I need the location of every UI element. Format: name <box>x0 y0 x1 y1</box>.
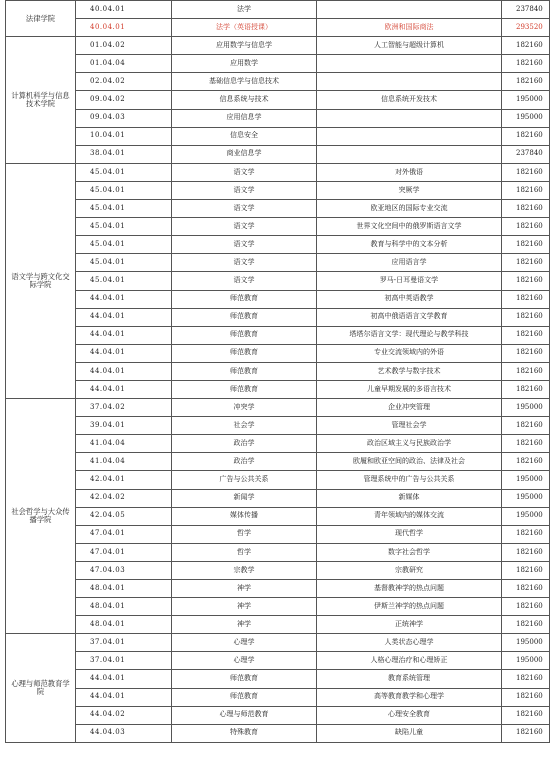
code-cell: 48.04.01 <box>76 616 172 634</box>
table-row <box>6 399 550 417</box>
price-cell: 195000 <box>502 109 550 127</box>
code-cell: 39.04.01 <box>76 417 172 435</box>
code-cell: 44.04.01 <box>76 308 172 326</box>
code-cell: 38.04.01 <box>76 145 172 163</box>
track-cell: 应用语言学 <box>317 254 502 272</box>
price-cell: 182160 <box>502 561 550 579</box>
track-cell: 管理社会学 <box>317 417 502 435</box>
program-cell: 社会学 <box>172 417 317 435</box>
price-cell: 182160 <box>502 670 550 688</box>
price-cell: 182160 <box>502 55 550 73</box>
price-cell: 182160 <box>502 543 550 561</box>
code-cell: 48.04.01 <box>76 598 172 616</box>
program-cell: 心理学 <box>172 652 317 670</box>
track-cell: 高等教育教学和心理学 <box>317 688 502 706</box>
price-cell: 182160 <box>502 163 550 181</box>
track-cell: 欧亚地区的国际专业交流 <box>317 200 502 218</box>
table-row <box>6 37 550 55</box>
faculty-cell: 计算机科学与信息技术学院 <box>6 37 76 164</box>
track-cell: 缺陷儿童 <box>317 724 502 742</box>
price-cell: 182160 <box>502 127 550 145</box>
track-cell <box>317 109 502 127</box>
track-cell <box>317 145 502 163</box>
code-cell: 01.04.04 <box>76 55 172 73</box>
track-cell: 教育与科学中的文本分析 <box>317 236 502 254</box>
code-cell: 45.04.01 <box>76 163 172 181</box>
track-cell: 宗教研究 <box>317 561 502 579</box>
program-cell: 心理与师范教育 <box>172 706 317 724</box>
price-cell: 182160 <box>502 688 550 706</box>
price-cell: 195000 <box>502 652 550 670</box>
price-cell: 182160 <box>502 525 550 543</box>
price-cell: 182160 <box>502 453 550 471</box>
code-cell: 37.04.01 <box>76 634 172 652</box>
price-cell: 237840 <box>502 1 550 19</box>
program-cell: 哲学 <box>172 543 317 561</box>
program-cell: 师范教育 <box>172 326 317 344</box>
price-cell: 293520 <box>502 19 550 37</box>
program-cell: 师范教育 <box>172 344 317 362</box>
code-cell: 44.04.01 <box>76 362 172 380</box>
program-cell: 师范教育 <box>172 290 317 308</box>
price-cell: 237840 <box>502 145 550 163</box>
table-row <box>6 580 550 598</box>
track-cell: 新媒体 <box>317 489 502 507</box>
track-cell: 塔塔尔语言文学：现代理论与教学科技 <box>317 326 502 344</box>
table-row <box>6 652 550 670</box>
track-cell: 青年领域内的媒体交流 <box>317 507 502 525</box>
table-row <box>6 308 550 326</box>
program-cell: 师范教育 <box>172 688 317 706</box>
program-cell: 宗教学 <box>172 561 317 579</box>
program-cell: 新闻学 <box>172 489 317 507</box>
code-cell: 44.04.03 <box>76 724 172 742</box>
price-cell: 182160 <box>502 181 550 199</box>
code-cell: 40.04.01 <box>76 19 172 37</box>
code-cell: 37.04.02 <box>76 399 172 417</box>
program-cell: 应用数学与信息学 <box>172 37 317 55</box>
track-cell <box>317 73 502 91</box>
faculty-cell: 法律学院 <box>6 1 76 37</box>
track-cell <box>317 127 502 145</box>
table-row <box>6 471 550 489</box>
program-cell: 语文学 <box>172 163 317 181</box>
table-row <box>6 598 550 616</box>
price-cell: 182160 <box>502 724 550 742</box>
track-cell: 世界文化空间中的俄罗斯语言文学 <box>317 218 502 236</box>
table-row <box>6 670 550 688</box>
price-cell: 195000 <box>502 399 550 417</box>
price-cell: 182160 <box>502 73 550 91</box>
track-cell: 基督教神学的热点问题 <box>317 580 502 598</box>
code-cell: 47.04.01 <box>76 525 172 543</box>
program-cell: 应用数学 <box>172 55 317 73</box>
track-cell: 初高中英语教学 <box>317 290 502 308</box>
price-cell: 195000 <box>502 471 550 489</box>
program-cell: 冲突学 <box>172 399 317 417</box>
program-cell: 基础信息学与信息技术 <box>172 73 317 91</box>
table-row <box>6 344 550 362</box>
program-cell: 语文学 <box>172 272 317 290</box>
price-cell: 182160 <box>502 200 550 218</box>
price-cell: 195000 <box>502 489 550 507</box>
table-row <box>6 163 550 181</box>
table-row <box>6 489 550 507</box>
price-cell: 182160 <box>502 308 550 326</box>
program-cell: 语文学 <box>172 200 317 218</box>
track-cell <box>317 55 502 73</box>
table-row <box>6 362 550 380</box>
table-row <box>6 326 550 344</box>
track-cell: 人格心理治疗和心理矫正 <box>317 652 502 670</box>
table-row <box>6 218 550 236</box>
code-cell: 48.04.01 <box>76 580 172 598</box>
table-row <box>6 525 550 543</box>
table-row <box>6 435 550 453</box>
track-cell: 企业冲突管理 <box>317 399 502 417</box>
faculty-cell: 社会哲学与大众传播学院 <box>6 399 76 634</box>
track-cell: 艺术教学与数字技术 <box>317 362 502 380</box>
track-cell: 突厥学 <box>317 181 502 199</box>
code-cell: 41.04.04 <box>76 435 172 453</box>
code-cell: 44.04.01 <box>76 344 172 362</box>
program-cell: 师范教育 <box>172 308 317 326</box>
table-row <box>6 453 550 471</box>
track-cell: 信息系统开发技术 <box>317 91 502 109</box>
track-cell: 人工智能与超级计算机 <box>317 37 502 55</box>
program-cell: 心理学 <box>172 634 317 652</box>
track-cell: 罗马-日耳曼语文学 <box>317 272 502 290</box>
code-cell: 47.04.01 <box>76 543 172 561</box>
program-cell: 法学 <box>172 1 317 19</box>
faculty-cell: 语文学与跨文化交际学院 <box>6 163 76 398</box>
tuition-table <box>5 0 550 743</box>
table-row <box>6 543 550 561</box>
table-row <box>6 55 550 73</box>
code-cell: 42.04.02 <box>76 489 172 507</box>
code-cell: 01.04.02 <box>76 37 172 55</box>
code-cell: 09.04.02 <box>76 91 172 109</box>
code-cell: 44.04.01 <box>76 670 172 688</box>
table-row <box>6 724 550 742</box>
table-row <box>6 109 550 127</box>
track-cell: 数字社会哲学 <box>317 543 502 561</box>
track-cell: 教育系统管理 <box>317 670 502 688</box>
code-cell: 45.04.01 <box>76 181 172 199</box>
code-cell: 44.04.01 <box>76 290 172 308</box>
price-cell: 182160 <box>502 326 550 344</box>
price-cell: 182160 <box>502 380 550 398</box>
program-cell: 语文学 <box>172 254 317 272</box>
table-row <box>6 634 550 652</box>
program-cell: 媒体传播 <box>172 507 317 525</box>
track-cell: 人类状态心理学 <box>317 634 502 652</box>
code-cell: 42.04.05 <box>76 507 172 525</box>
price-cell: 195000 <box>502 634 550 652</box>
code-cell: 10.04.01 <box>76 127 172 145</box>
code-cell: 41.04.04 <box>76 453 172 471</box>
program-cell: 特殊教育 <box>172 724 317 742</box>
table-row <box>6 91 550 109</box>
program-cell: 广告与公共关系 <box>172 471 317 489</box>
program-cell: 语文学 <box>172 218 317 236</box>
program-cell: 师范教育 <box>172 380 317 398</box>
price-cell: 182160 <box>502 236 550 254</box>
price-cell: 182160 <box>502 254 550 272</box>
program-cell: 语文学 <box>172 181 317 199</box>
program-cell: 信息安全 <box>172 127 317 145</box>
program-cell: 政治学 <box>172 435 317 453</box>
track-cell: 伊斯兰神学的热点问题 <box>317 598 502 616</box>
track-cell: 政治区域主义与民族政治学 <box>317 435 502 453</box>
price-cell: 195000 <box>502 507 550 525</box>
code-cell: 45.04.01 <box>76 200 172 218</box>
program-cell: 法学（英语授课） <box>172 19 317 37</box>
code-cell: 44.04.02 <box>76 706 172 724</box>
price-cell: 195000 <box>502 91 550 109</box>
price-cell: 182160 <box>502 706 550 724</box>
code-cell: 44.04.01 <box>76 326 172 344</box>
track-cell: 正统神学 <box>317 616 502 634</box>
track-cell: 初高中俄语语言文学教育 <box>317 308 502 326</box>
code-cell: 45.04.01 <box>76 254 172 272</box>
table-row <box>6 688 550 706</box>
table-row <box>6 73 550 91</box>
table-row <box>6 561 550 579</box>
code-cell: 09.04.03 <box>76 109 172 127</box>
table-row <box>6 200 550 218</box>
code-cell: 42.04.01 <box>76 471 172 489</box>
code-cell: 44.04.01 <box>76 380 172 398</box>
table-row <box>6 272 550 290</box>
track-cell: 管理系统中的广告与公共关系 <box>317 471 502 489</box>
code-cell: 02.04.02 <box>76 73 172 91</box>
track-cell: 欧履和欧亚空间的政治、法律及社会 <box>317 453 502 471</box>
program-cell: 神学 <box>172 616 317 634</box>
code-cell: 40.04.01 <box>76 1 172 19</box>
price-cell: 182160 <box>502 598 550 616</box>
track-cell: 心理安全教育 <box>317 706 502 724</box>
price-cell: 182160 <box>502 417 550 435</box>
price-cell: 182160 <box>502 290 550 308</box>
tuition-table-wrapper <box>5 0 550 743</box>
price-cell: 182160 <box>502 37 550 55</box>
tuition-table-body <box>6 1 550 743</box>
program-cell: 政治学 <box>172 453 317 471</box>
program-cell: 师范教育 <box>172 362 317 380</box>
track-cell: 儿童早期发展的多语言技术 <box>317 380 502 398</box>
track-cell: 对外俄语 <box>317 163 502 181</box>
table-row <box>6 127 550 145</box>
code-cell: 47.04.03 <box>76 561 172 579</box>
code-cell: 44.04.01 <box>76 688 172 706</box>
track-cell: 欧洲和国际商法 <box>317 19 502 37</box>
table-row <box>6 145 550 163</box>
price-cell: 182160 <box>502 616 550 634</box>
table-row <box>6 236 550 254</box>
table-row <box>6 706 550 724</box>
price-cell: 182160 <box>502 218 550 236</box>
table-row <box>6 380 550 398</box>
faculty-cell: 心理与师范教育学院 <box>6 634 76 743</box>
program-cell: 师范教育 <box>172 670 317 688</box>
code-cell: 37.04.01 <box>76 652 172 670</box>
program-cell: 神学 <box>172 580 317 598</box>
table-row <box>6 181 550 199</box>
track-cell: 现代哲学 <box>317 525 502 543</box>
price-cell: 182160 <box>502 435 550 453</box>
track-cell <box>317 1 502 19</box>
track-cell: 专业交流领域内的外语 <box>317 344 502 362</box>
program-cell: 哲学 <box>172 525 317 543</box>
price-cell: 182160 <box>502 362 550 380</box>
program-cell: 应用信息学 <box>172 109 317 127</box>
price-cell: 182160 <box>502 580 550 598</box>
table-row <box>6 417 550 435</box>
code-cell: 45.04.01 <box>76 272 172 290</box>
table-row <box>6 254 550 272</box>
program-cell: 商业信息学 <box>172 145 317 163</box>
table-row <box>6 19 550 37</box>
table-row <box>6 507 550 525</box>
price-cell: 182160 <box>502 344 550 362</box>
table-row <box>6 290 550 308</box>
code-cell: 45.04.01 <box>76 236 172 254</box>
table-row <box>6 616 550 634</box>
program-cell: 神学 <box>172 598 317 616</box>
table-row <box>6 1 550 19</box>
price-cell: 182160 <box>502 272 550 290</box>
code-cell: 45.04.01 <box>76 218 172 236</box>
program-cell: 信息系统与技术 <box>172 91 317 109</box>
program-cell: 语文学 <box>172 236 317 254</box>
